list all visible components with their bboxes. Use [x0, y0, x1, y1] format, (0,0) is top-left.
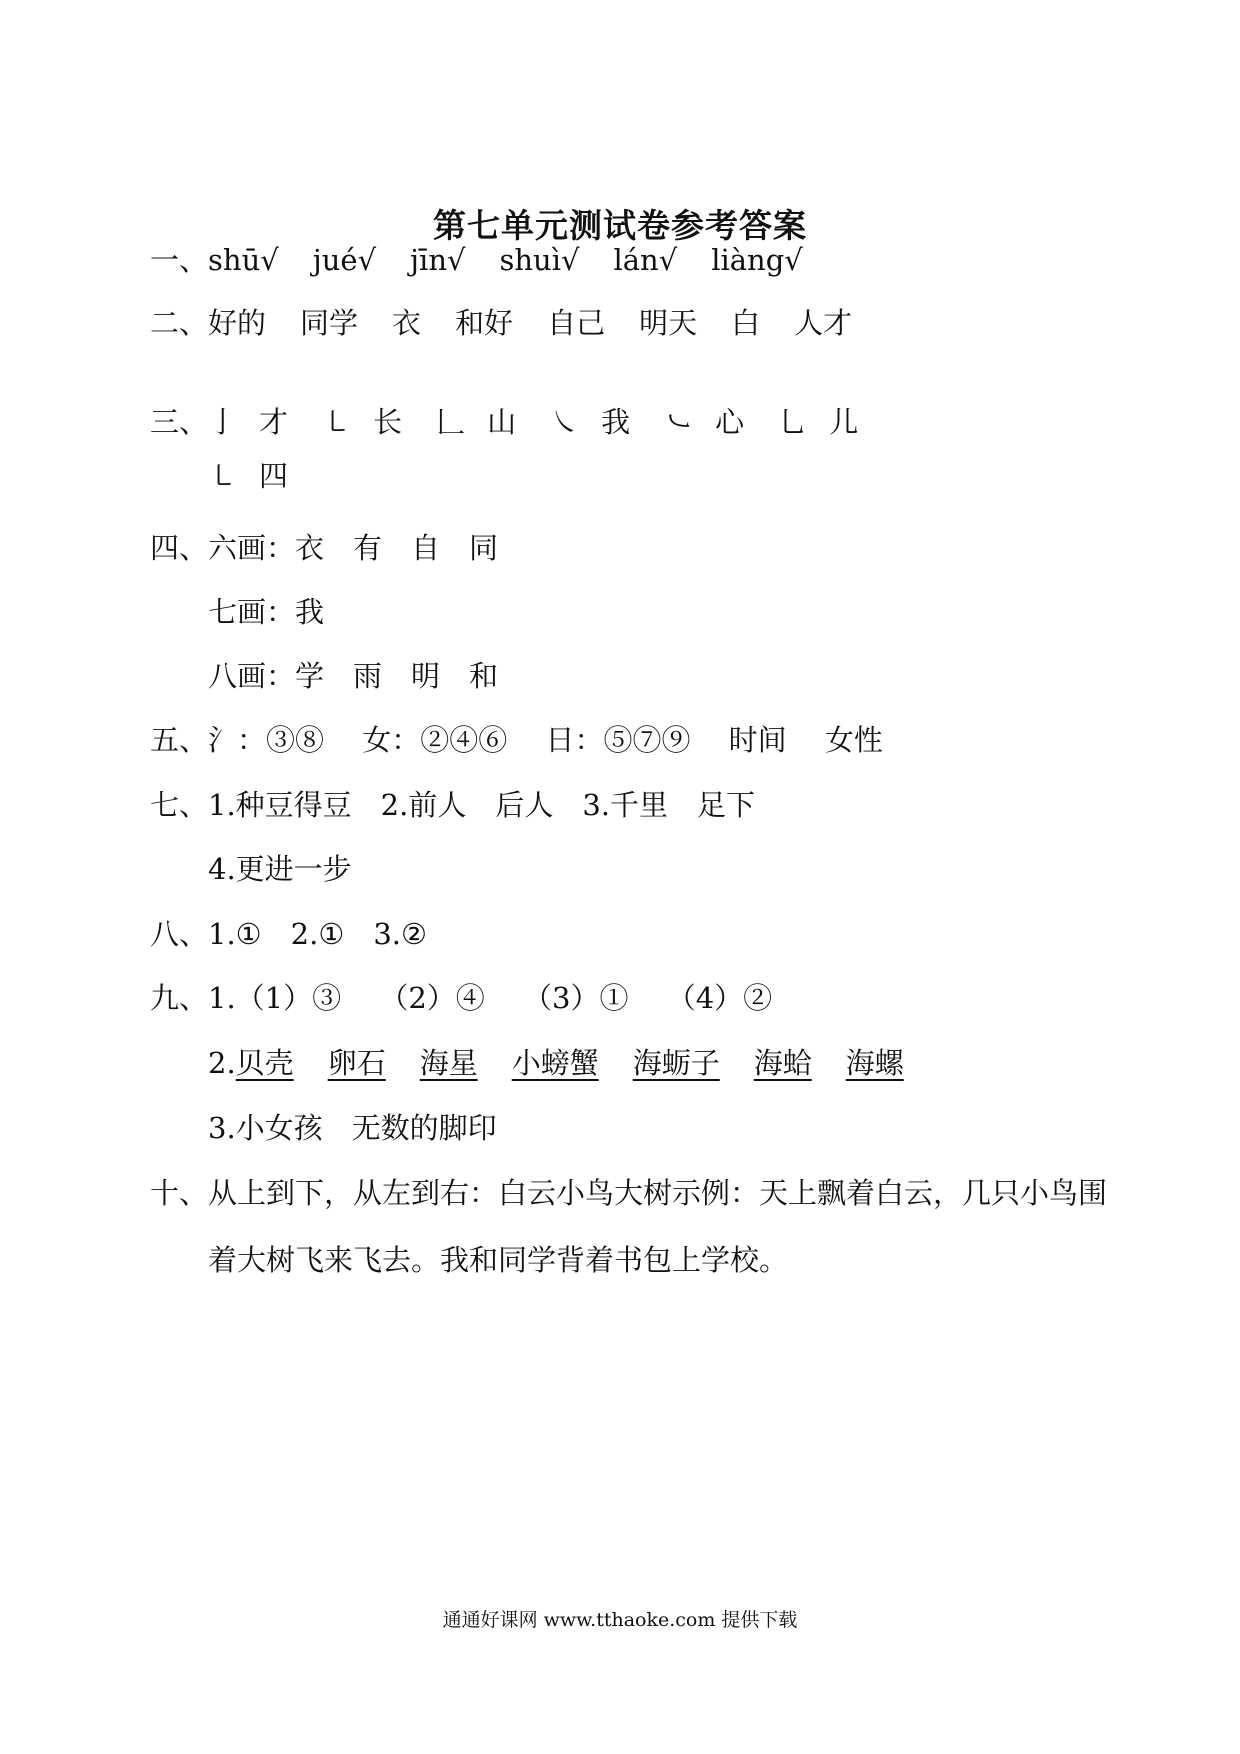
picture-answer: 着大树飞来飞去。我和同学背着书包上学校。 [208, 1243, 789, 1277]
section-label-5: 五、 [150, 723, 209, 757]
stroke-glyph: ㇄ [208, 459, 238, 493]
answer-row-3-cont [208, 456, 288, 496]
stroke-char: 长 [373, 405, 403, 439]
stroke-count-label: 七画： [208, 595, 296, 629]
answer-row-9-words [208, 1043, 904, 1083]
word-answer: 衣 [392, 306, 422, 340]
underlined-word: 卵石 [327, 1046, 386, 1080]
section-label-7: 七、 [150, 788, 209, 822]
stroke-glyph: ㇄ [322, 405, 352, 439]
stroke-glyph: 亅 [208, 405, 238, 439]
pinyin-answer: shū√ [208, 243, 279, 277]
stroke-char: 我 [601, 405, 631, 439]
stroke-char: 儿 [829, 405, 859, 439]
pinyin-answer: lán√ [613, 243, 678, 277]
underlined-word: 海星 [419, 1046, 478, 1080]
section-label-4: 四、 [150, 531, 209, 565]
reading-answer: 1.（1）③ （2）④ （3）① （4）② [208, 981, 773, 1015]
page-footer: 通通好课网 www.tthaoke.com 提供下载 [442, 1609, 798, 1631]
stroke-char: 山 [487, 405, 517, 439]
word-answer: 白 [731, 306, 761, 340]
word-answer: 自己 [547, 306, 606, 340]
answer-row-1 [150, 240, 803, 280]
picture-answer: 从上到下，从左到右：白云小鸟大树示例：天上飘着白云，几只小鸟围 [208, 1176, 1108, 1210]
stroke-count-chars: 学 雨 明 和 [295, 659, 499, 693]
answer-row-9 [150, 978, 772, 1018]
answer-row-10-cont [208, 1240, 788, 1280]
stroke-count-chars: 衣 有 自 同 [295, 531, 499, 565]
idiom-answer: 4.更进一步 [208, 852, 352, 886]
word-answer: 同学 [300, 306, 359, 340]
page-title: 第七单元测试卷参考答案 [433, 206, 807, 245]
answer-row-7-cont [208, 849, 352, 889]
pinyin-answer: shuì√ [499, 243, 580, 277]
pinyin-answer: liàng√ [711, 243, 803, 277]
answer-row-5 [150, 720, 883, 760]
answer-row-4-seven [208, 592, 324, 632]
underlined-word: 贝壳 [235, 1046, 294, 1080]
underlined-word: 小螃蟹 [511, 1046, 599, 1080]
section-label-9: 九、 [150, 981, 209, 1015]
pinyin-answer: jīn√ [410, 243, 466, 277]
choice-answer: 1.① 2.① 3.② [208, 917, 428, 951]
answer-row-2 [150, 303, 852, 343]
section-label-2: 二、 [150, 306, 209, 340]
section-label-1: 一、 [150, 243, 209, 277]
answer-row-7 [150, 785, 755, 825]
word-answer: 人才 [794, 306, 853, 340]
reading-answer: 3.小女孩 无数的脚印 [208, 1111, 497, 1145]
stroke-glyph: 乚 [778, 405, 808, 439]
stroke-char: 才 [259, 405, 289, 439]
underlined-word: 海螺 [845, 1046, 904, 1080]
radical-answer: 氵：③⑧ 女：②④⑥ 日：⑤⑦⑨ 时间 女性 [208, 723, 883, 757]
answer-row-9-cont [208, 1108, 497, 1148]
word-answer: 好的 [208, 306, 267, 340]
answer-row-4 [150, 528, 498, 568]
stroke-count-label: 六画： [208, 531, 296, 565]
stroke-count-chars: 我 [295, 595, 325, 629]
stroke-char: 心 [715, 405, 745, 439]
stroke-glyph: ㇃ [664, 405, 694, 439]
stroke-glyph: 𠃊 [436, 405, 466, 439]
stroke-char: 四 [259, 459, 289, 493]
section-label-8: 八、 [150, 917, 209, 951]
underlined-word: 海蛤 [753, 1046, 812, 1080]
answer-row-4-eight [208, 656, 498, 696]
answer-row-8 [150, 914, 427, 954]
stroke-count-label: 八画： [208, 659, 296, 693]
section-label-3: 三、 [150, 405, 209, 439]
section-label-10: 十、 [150, 1176, 209, 1210]
answer-row-10 [150, 1173, 1107, 1213]
word-answer: 和好 [455, 306, 514, 340]
item-number: 2. [208, 1046, 236, 1080]
word-answer: 明天 [639, 306, 698, 340]
stroke-glyph: ㇏ [550, 405, 580, 439]
underlined-word: 海蛎子 [632, 1046, 720, 1080]
idiom-answer: 1.种豆得豆 2.前人 后人 3.千里 足下 [208, 788, 756, 822]
pinyin-answer: jué√ [312, 243, 377, 277]
answer-row-3 [150, 402, 858, 442]
